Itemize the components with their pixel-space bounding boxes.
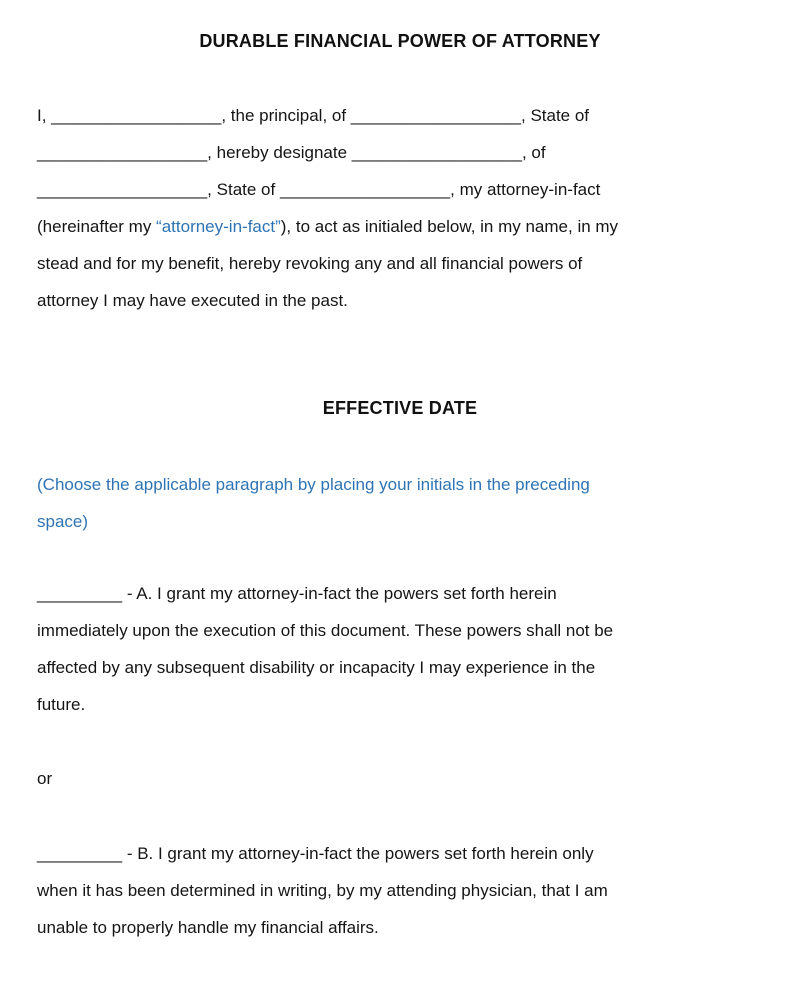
intro-line-principal: I, __________________, the principal, of __________________, State of <box>37 106 590 125</box>
attorney-in-fact-term: “attorney-in-fact” <box>156 217 281 236</box>
instruction-note <box>37 466 763 540</box>
option-a-line-4: future. <box>37 695 86 714</box>
intro-paragraph <box>37 97 763 319</box>
option-b-line-3: unable to properly handle my financial affairs. <box>37 918 379 937</box>
option-b-line-1: _________ - B. I grant my attorney-in-fact the powers set forth herein only <box>37 844 594 863</box>
option-b-line-2: when it has been determined in writing, by my attending physician, that I am <box>37 881 608 900</box>
effective-date-heading: EFFECTIVE DATE <box>322 398 478 418</box>
hereinafter-suffix-text: ), to act as initialed below, in my name, in my <box>280 217 619 236</box>
document-title: DURABLE FINANCIAL POWER OF ATTORNEY <box>199 31 601 51</box>
instruction-note-line-2: space) <box>37 512 89 531</box>
instruction-note-line-1: (Choose the applicable paragraph by placing your initials in the preceding <box>37 475 590 494</box>
option-b-paragraph <box>37 835 763 946</box>
or-label <box>37 760 763 797</box>
intro-line-revoking: stead and for my benefit, hereby revoking any and all financial powers of <box>37 254 583 273</box>
option-a-line-3: affected by any subsequent disability or incapacity I may experience in the <box>37 658 596 677</box>
option-a-line-2: immediately upon the execution of this document. These powers shall not be <box>37 621 614 640</box>
intro-line-designate: __________________, hereby designate __________________, of <box>37 143 546 162</box>
hereinafter-prefix-text: (hereinafter my <box>37 217 157 236</box>
intro-line-hereinafter <box>37 208 763 245</box>
intro-line-state: __________________, State of __________________, my attorney-in-fact <box>37 180 601 199</box>
option-a-paragraph <box>37 575 763 723</box>
option-a-line-1: _________ - A. I grant my attorney-in-fact the powers set forth herein <box>37 584 557 603</box>
or-label-text: or <box>37 769 53 788</box>
intro-line-past: attorney I may have executed in the past. <box>37 291 348 310</box>
